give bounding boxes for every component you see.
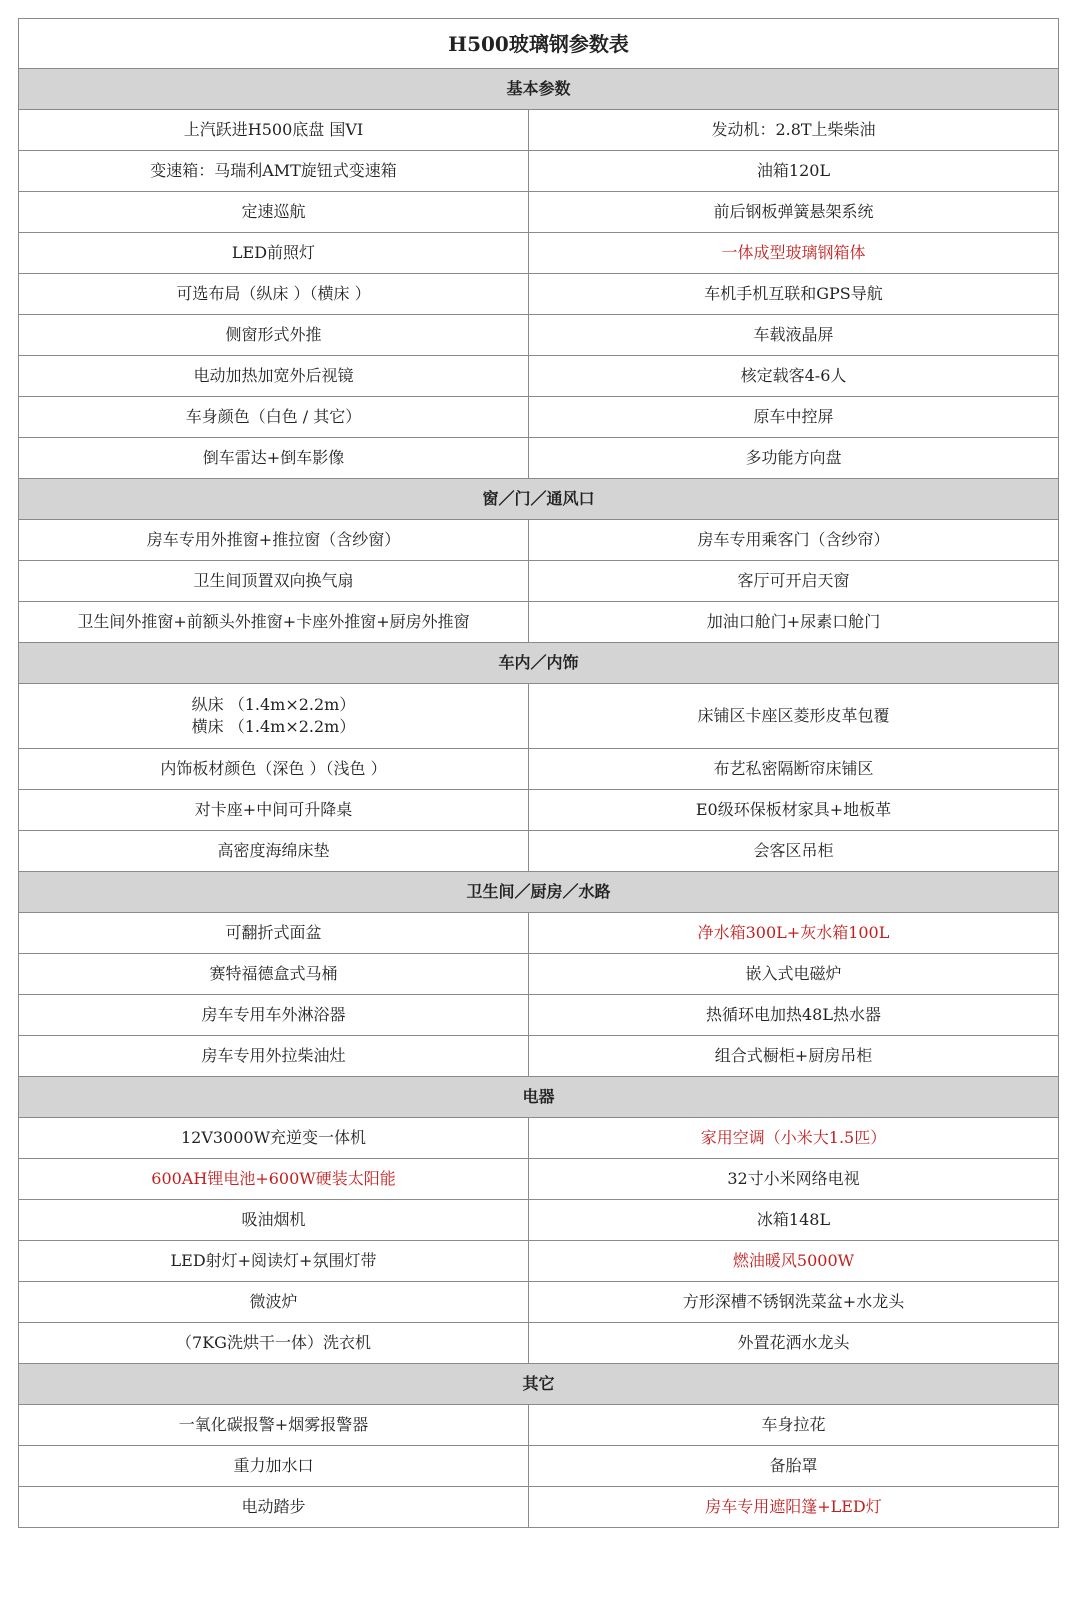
spec-cell-left xyxy=(19,233,529,274)
spec-table-body xyxy=(19,19,1059,1528)
spec-text: 车身颜色（白色 / 其它） xyxy=(185,407,362,426)
spec-cell-right xyxy=(529,954,1059,995)
spec-text: 内饰板材颜色（深色 ）（浅色 ） xyxy=(160,759,387,778)
spec-text: 房车专用车外淋浴器 xyxy=(201,1005,346,1024)
spec-cell-right xyxy=(529,1241,1059,1282)
spec-cell-right xyxy=(529,1282,1059,1323)
spec-text: 吸油烟机 xyxy=(241,1210,306,1229)
spec-cell-right xyxy=(529,438,1059,479)
spec-text: 布艺私密隔断帘床铺区 xyxy=(713,759,874,778)
spec-cell-right xyxy=(529,831,1059,872)
spec-cell-left xyxy=(19,1036,529,1077)
spec-text: 原车中控屏 xyxy=(753,407,834,426)
table-row xyxy=(19,110,1059,151)
spec-cell-right xyxy=(529,749,1059,790)
table-row xyxy=(19,1241,1059,1282)
spec-text: 对卡座+中间可升降桌 xyxy=(194,800,353,819)
spec-text: 车机手机互联和GPS导航 xyxy=(704,284,883,303)
title-row xyxy=(19,19,1059,69)
spec-cell-left xyxy=(19,831,529,872)
table-row xyxy=(19,954,1059,995)
section-header-row xyxy=(19,479,1059,520)
spec-text: 备胎罩 xyxy=(769,1456,818,1475)
table-row xyxy=(19,356,1059,397)
spec-text: 上汽跃进H500底盘 国VI xyxy=(183,120,364,139)
table-row xyxy=(19,1446,1059,1487)
spec-text: 侧窗形式外推 xyxy=(225,325,322,344)
spec-text: 可翻折式面盆 xyxy=(225,923,322,942)
spec-text: 净水箱300L+灰水箱100L xyxy=(697,923,890,942)
spec-cell-right xyxy=(529,1159,1059,1200)
table-title: H500玻璃钢参数表 xyxy=(19,19,1059,69)
table-row xyxy=(19,1036,1059,1077)
spec-text: 燃油暖风5000W xyxy=(732,1251,855,1270)
spec-cell-left xyxy=(19,1200,529,1241)
section-header: 车内／内饰 xyxy=(19,643,1059,684)
table-row xyxy=(19,233,1059,274)
table-row xyxy=(19,520,1059,561)
spec-text: 组合式橱柜+厨房吊柜 xyxy=(714,1046,873,1065)
table-row xyxy=(19,1159,1059,1200)
table-row xyxy=(19,1118,1059,1159)
spec-text: 会客区吊柜 xyxy=(753,841,834,860)
table-row xyxy=(19,684,1059,749)
spec-cell-left xyxy=(19,1323,529,1364)
spec-text: E0级环保板材家具+地板革 xyxy=(695,800,892,819)
spec-text: 一体成型玻璃钢箱体 xyxy=(721,243,866,262)
spec-text: 卫生间外推窗+前额头外推窗+卡座外推窗+厨房外推窗 xyxy=(77,612,470,631)
table-row xyxy=(19,749,1059,790)
spec-cell-left xyxy=(19,1282,529,1323)
spec-cell-right xyxy=(529,913,1059,954)
spec-text: 电动踏步 xyxy=(241,1497,306,1516)
spec-text: 车载液晶屏 xyxy=(753,325,834,344)
spec-cell-left xyxy=(19,684,529,749)
table-row xyxy=(19,1282,1059,1323)
section-header: 窗／门／通风口 xyxy=(19,479,1059,520)
table-row xyxy=(19,561,1059,602)
section-header-row xyxy=(19,69,1059,110)
table-row xyxy=(19,1487,1059,1528)
spec-text: 可选布局（纵床 ）（横床 ） xyxy=(176,284,371,303)
spec-cell-left xyxy=(19,151,529,192)
spec-cell-right xyxy=(529,110,1059,151)
spec-cell-right xyxy=(529,233,1059,274)
spec-text: 高密度海绵床垫 xyxy=(217,841,330,860)
spec-cell-left xyxy=(19,110,529,151)
table-row xyxy=(19,602,1059,643)
spec-text: 卫生间顶置双向换气扇 xyxy=(193,571,354,590)
spec-text: 油箱120L xyxy=(756,161,831,180)
spec-cell-right xyxy=(529,1323,1059,1364)
table-row xyxy=(19,995,1059,1036)
spec-cell-left xyxy=(19,397,529,438)
spec-text: 冰箱148L xyxy=(756,1210,831,1229)
spec-text: 发动机：2.8T上柴柴油 xyxy=(711,120,876,139)
spec-text: 32寸小米网络电视 xyxy=(727,1169,860,1188)
table-row xyxy=(19,1405,1059,1446)
spec-text: 12V3000W充逆变一体机 xyxy=(180,1128,367,1147)
spec-text: （7KG洗烘干一体）洗衣机 xyxy=(176,1333,371,1352)
spec-cell-left xyxy=(19,954,529,995)
spec-cell-right xyxy=(529,151,1059,192)
spec-text: 房车专用乘客门（含纱帘） xyxy=(697,530,890,549)
spec-cell-right xyxy=(529,356,1059,397)
spec-cell-left xyxy=(19,438,529,479)
spec-cell-left xyxy=(19,749,529,790)
spec-cell-right xyxy=(529,1487,1059,1528)
spec-text: LED射灯+阅读灯+氛围灯带 xyxy=(170,1251,377,1270)
spec-text: 房车专用遮阳篷+LED灯 xyxy=(705,1497,882,1516)
section-header-row xyxy=(19,643,1059,684)
spec-cell-left xyxy=(19,1446,529,1487)
spec-cell-right xyxy=(529,274,1059,315)
spec-text: 房车专用外拉柴油灶 xyxy=(201,1046,346,1065)
spec-cell-right xyxy=(529,561,1059,602)
spec-cell-right xyxy=(529,1200,1059,1241)
spec-text: 客厅可开启天窗 xyxy=(737,571,850,590)
section-header: 卫生间／厨房／水路 xyxy=(19,872,1059,913)
spec-text: 核定载客4-6人 xyxy=(740,366,847,385)
spec-text: 嵌入式电磁炉 xyxy=(745,964,842,983)
table-row xyxy=(19,151,1059,192)
spec-text: 一氧化碳报警+烟雾报警器 xyxy=(178,1415,369,1434)
spec-cell-left xyxy=(19,561,529,602)
spec-cell-left xyxy=(19,356,529,397)
spec-text: 600AH锂电池+600W硬装太阳能 xyxy=(151,1169,396,1188)
spec-text: LED前照灯 xyxy=(231,243,316,262)
section-header-row xyxy=(19,872,1059,913)
spec-cell-right xyxy=(529,397,1059,438)
spec-cell-left xyxy=(19,1487,529,1528)
spec-cell-right xyxy=(529,684,1059,749)
spec-cell-right xyxy=(529,1446,1059,1487)
spec-text: 房车专用外推窗+推拉窗（含纱窗） xyxy=(146,530,401,549)
spec-cell-right xyxy=(529,315,1059,356)
spec-text: 车身拉花 xyxy=(761,1415,826,1434)
spec-text: 电动加热加宽外后视镜 xyxy=(193,366,354,385)
spec-cell-left xyxy=(19,520,529,561)
table-row xyxy=(19,790,1059,831)
table-row xyxy=(19,192,1059,233)
spec-text: 纵床 （1.4m×2.2m） xyxy=(191,695,356,714)
spec-text: 加油口舱门+尿素口舱门 xyxy=(706,612,881,631)
table-row xyxy=(19,1323,1059,1364)
spec-cell-left xyxy=(19,1241,529,1282)
spec-cell-left xyxy=(19,790,529,831)
spec-cell-left xyxy=(19,1405,529,1446)
spec-text: 方形深槽不锈钢洗菜盆+水龙头 xyxy=(682,1292,905,1311)
table-row xyxy=(19,831,1059,872)
spec-cell-left xyxy=(19,1159,529,1200)
spec-text: 定速巡航 xyxy=(241,202,306,221)
table-row xyxy=(19,397,1059,438)
spec-cell-right xyxy=(529,192,1059,233)
spec-cell-left xyxy=(19,315,529,356)
table-row xyxy=(19,438,1059,479)
spec-cell-right xyxy=(529,1036,1059,1077)
spec-text: 多功能方向盘 xyxy=(745,448,842,467)
spec-cell-right xyxy=(529,1405,1059,1446)
spec-text: 横床 （1.4m×2.2m） xyxy=(191,717,356,736)
section-header-row xyxy=(19,1364,1059,1405)
section-header: 电器 xyxy=(19,1077,1059,1118)
spec-text: 床铺区卡座区菱形皮革包覆 xyxy=(697,706,890,725)
spec-cell-left xyxy=(19,192,529,233)
spec-text: 前后钢板弹簧悬架系统 xyxy=(713,202,874,221)
spec-text: 变速箱：马瑞利AMT旋钮式变速箱 xyxy=(150,161,397,180)
table-row xyxy=(19,274,1059,315)
spec-text: 热循环电加热48L热水器 xyxy=(706,1005,881,1024)
spec-cell-right xyxy=(529,995,1059,1036)
spec-cell-left xyxy=(19,995,529,1036)
table-row xyxy=(19,913,1059,954)
spec-cell-right xyxy=(529,790,1059,831)
spec-text: 微波炉 xyxy=(249,1292,298,1311)
spec-cell-left xyxy=(19,1118,529,1159)
spec-text: 家用空调（小米大1.5匹） xyxy=(700,1128,887,1147)
section-header: 基本参数 xyxy=(19,69,1059,110)
spec-cell-left xyxy=(19,602,529,643)
spec-cell-left xyxy=(19,274,529,315)
spec-cell-right xyxy=(529,520,1059,561)
spec-cell-right xyxy=(529,1118,1059,1159)
spec-text: 倒车雷达+倒车影像 xyxy=(202,448,345,467)
spec-text: 重力加水口 xyxy=(233,1456,314,1475)
spec-table xyxy=(18,18,1059,1528)
spec-cell-right xyxy=(529,602,1059,643)
table-row xyxy=(19,1200,1059,1241)
table-row xyxy=(19,315,1059,356)
spec-text: 赛特福德盒式马桶 xyxy=(209,964,338,983)
spec-cell-left xyxy=(19,913,529,954)
section-header: 其它 xyxy=(19,1364,1059,1405)
section-header-row xyxy=(19,1077,1059,1118)
spec-text: 外置花洒水龙头 xyxy=(737,1333,850,1352)
